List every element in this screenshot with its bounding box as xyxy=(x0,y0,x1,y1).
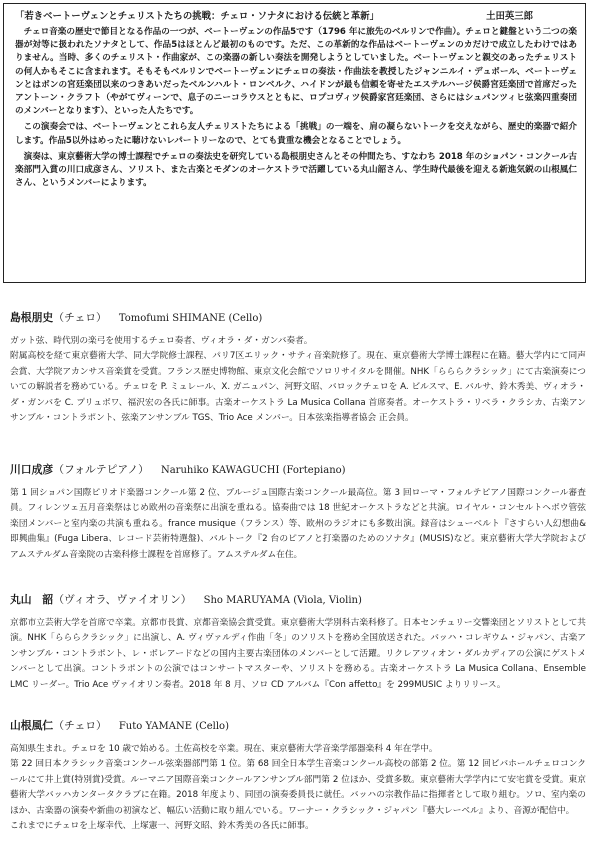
intro-title: 「若きベートーヴェンとチェリストたちの挑戦：チェロ・ソナタにおける伝統と革新」 xyxy=(15,11,380,22)
performer-name-line xyxy=(10,718,586,734)
intro-paragraph: この演奏会では、ベートーヴェンとこれら友人チェリストたちによる「挑戦」の一端を、肩の凝らないトークを交えながら、歴史的楽器で紹介します。作品5以外はめったに聴けないレパートリーなので、とても貴重な機会となることでしょう。 xyxy=(15,122,577,146)
performer-bio: 京都市立芸術大学を首席で卒業。京都市長賞、京都音楽協会賞受賞。東京藝術大学別科古楽科修了。日本センチュリー交響楽団とソリストとして共演。NHK「らららクラシック」に出演し、A. ヴィヴァルディ作曲「冬」のソリストを務め全国放送された。バッハ・コレギウム・ジャパン、古楽アンサンブル・コントラポント、レ・ボレアードなどの国内主要古楽団体のメンバーとして活躍。リクレアツィオン・ダルカディアの公演にゲストメンバーとして出演。コントラポントの公演ではコンサートマスターや、ソリストを務める。古楽オーケストラ La Musica Collana、Ensemble LMC リーダー。Trio Ace ヴァイオリン奏者。2018 年 8 月、ソロ CD アルバム『Con affetto』を 299MUSIC よりリリース。 xyxy=(10,618,586,690)
performer-name-en: Sho MARUYAMA (Viola, Violin) xyxy=(203,595,362,606)
performer-role: （ヴィオラ、ヴァイオリン） xyxy=(53,593,192,606)
performer-kawaguchi xyxy=(10,462,586,563)
performer-name-ja: 丸山 韶 xyxy=(10,593,54,606)
performer-yamane xyxy=(10,718,586,834)
intro-box xyxy=(3,3,586,283)
intro-header xyxy=(15,10,577,23)
intro-paragraph: 演奏は、東京藝術大学の博士課程でチェロの奏法史を研究している島根朋史さんとその仲間たち、すなわち 2018 年のショパン・コンクール古楽部門入賞の川口成彦さん、ソリスト、また古楽とモダンのオーケストラで活躍している丸山韶さん、学生時代最後を迎える新進気鋭の山根風仁さん、というメンバーによります。 xyxy=(15,151,577,189)
performer-name-ja: 川口成彦 xyxy=(10,463,54,476)
performer-maruyama xyxy=(10,592,586,693)
performer-bio: 第 1 回ショパン国際ピリオド楽器コンクール第 2 位、ブルージュ国際古楽コンクール最高位。第 3 回ローマ・フォルテピアノ国際コンクール審査員。フィレンツェ五月音楽祭はじめ欧州の音楽祭に出演を重ねる。協奏曲では 18 世紀オーケストラなどと共演。ロイヤル・コンセルトヘボウ管弦楽団メンバーと室内楽の共演も重ねる。france musique（フランス）等、欧州のラジオにも多数出演。録音はシューベルト『さすらい人幻想曲&即興曲集』(Fuga Libera、レコード芸術特選盤)、バルトーク『2 台のピアノと打楽器のためのソナタ』(MUSIS)など。東京藝術大学大学院およびアムステルダム音楽院の古楽科修士課程を首席修了。アムステルダム在住。 xyxy=(10,488,586,560)
intro-author: 土田英三郎 xyxy=(486,11,533,22)
performer-bio: 高知県生まれ。チェロを 10 歳で始める。土佐高校を卒業。現在、東京藝術大学音楽学部器楽科 4 年在学中。 第 22 回日本クラシック音楽コンクール弦楽器部門第 1 位。第 68 回全日本学生音楽コンクール高校の部第 2 位。第 12 回ビバホールチェロコンクールにて井上賞(特別賞)受賞。ルーマニア国際音楽コンクールアンサンブル部門第 2 位ほか、受賞多数。東京藝術大学学内にて安宅賞を受賞。東京藝術大学バッハカンタータクラブに在籍。2018 年度より、同団の演奏委員長に就任。バッハの宗教作品に指揮者として取り組む。ソロ、室内楽のほか、古楽器の演奏や新曲の初演など、幅広い活動に取り組んでいる。ワーナー・クラシック・ジャパン『藝大レーベル』より、音源が配信中。 これまでにチェロを上塚幸代、上塚憲一、河野文昭、鈴木秀美の各氏に師事。 xyxy=(10,744,586,832)
performer-name-en: Tomofumi SHIMANE (Cello) xyxy=(118,313,263,324)
performer-name-ja: 山根風仁 xyxy=(10,719,54,732)
performer-name-ja: 島根朋史 xyxy=(10,311,54,324)
performer-role: （チェロ） xyxy=(53,719,107,732)
performer-shimane xyxy=(10,310,586,426)
performer-name-line xyxy=(10,592,586,608)
performer-name-line xyxy=(10,462,586,478)
performer-name-en: Futo YAMANE (Cello) xyxy=(118,721,229,732)
performer-role: （フォルテピアノ） xyxy=(53,463,149,476)
performer-name-en: Naruhiko KAWAGUCHI (Fortepiano) xyxy=(160,465,346,476)
intro-paragraph: チェロ音楽の歴史で節目となる作品の一つが、ベートーヴェンの作品5です（1796 年に旅先のベルリンで作曲）。チェロと鍵盤という二つの楽器が対等に扱われたソナタとして、作品5はほとんど最初のものです。ただ、この革新的な作品はベートーヴェンのカだけで成立したわけではありません。当時、多くのチェリスト・作曲家が、この楽器の新しい奏法を開発しようとしていました。ベートーヴェンと親交のあったチェリストの何人かもそこに含まれます。そもそもベルリンでベートーヴェンにチェロの奏法・作曲法を教授したジャンニルイ・デュポール、ベートーヴェンとはボンの宮廷楽団以来のつきあいだったベルンハルト・ロンベルク、ハイドンが最も信頼を寄せたエステルハージ侯爵宮廷楽団で首席だったアントーン・クラフト（やがてヴィーンで、息子のニーコラウスとともに、ロプコヴィツ侯爵家宮廷楽団、さらにはシュパンツィヒ弦楽四重奏団のメンバーとなります）、といった人たちです。 xyxy=(15,27,577,117)
performer-bio: ガット弦、時代別の楽弓を使用するチェロ奏者、ヴィオラ・ダ・ガンバ奏者。 附属高校を経て東京藝術大学、同大学院修士課程、パリ7区エリック・サティ音楽院修了。現在、東京藝術大学博士課程に在籍。藝大学内にて同声会賞、大学院アカンサス音楽賞を受賞。フランス歴史博物館、東京文化会館でソロリサイタルを開催。NHK「らららクラシック」にて古楽演奏についての解説者を務めている。チェロを P. ミュレール、X. ガニュパン、河野文昭、バロックチェロを A. ビルスマ、E. バルサ、鈴木秀美、ヴィオラ・ダ・ガンバを C. プリュボワ、福沢宏の各氏に師事。古楽オーケストラ La Musica Collana 首席奏者。オーケストラ・リベラ・クラシカ、古楽アンサンブル・コントラポント、弦楽アンサンブル TGS、Trio Ace メンバー。日本弦楽指導者協会 正会員。 xyxy=(10,336,586,424)
performer-name-line xyxy=(10,310,586,326)
performer-role: （チェロ） xyxy=(53,311,107,324)
